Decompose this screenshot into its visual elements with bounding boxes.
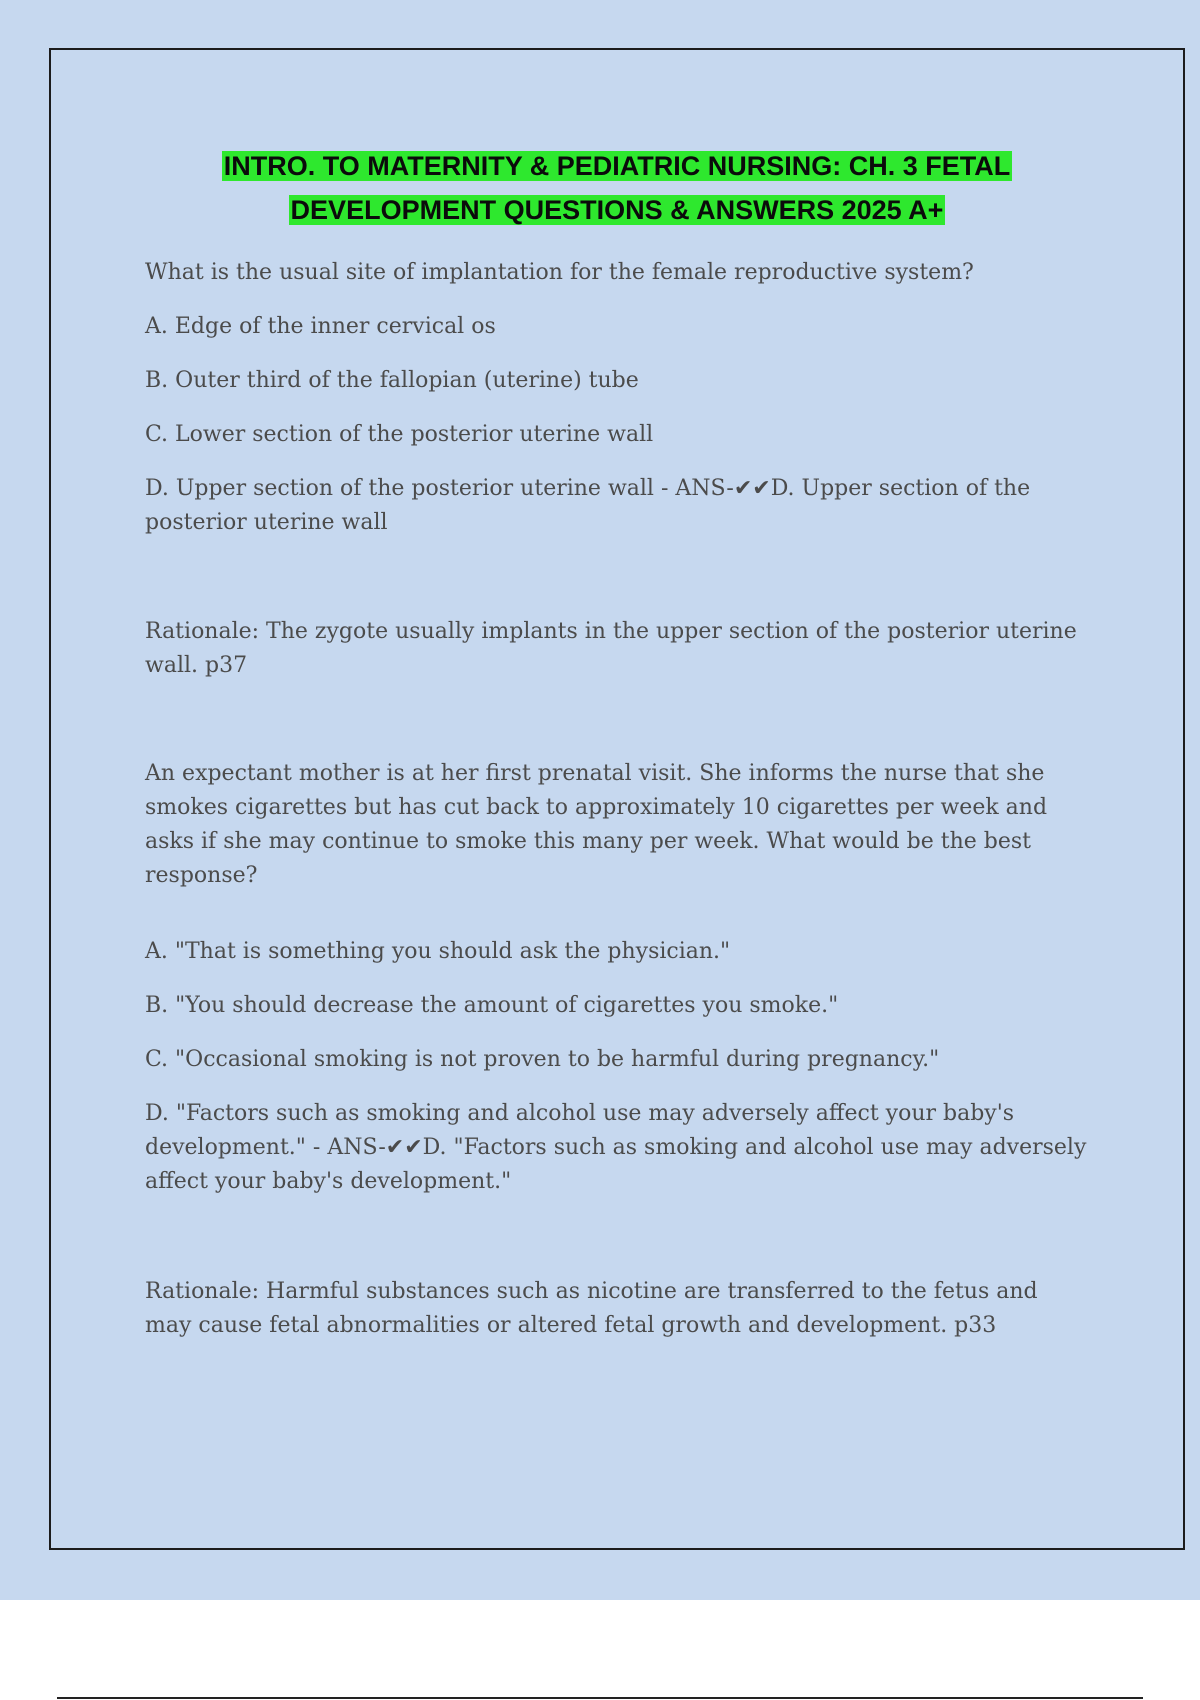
q1-option-c: C. Lower section of the posterior uterine wall [145,422,654,447]
q2-rationale: Rationale: Harmful substances such as nicotine are transferred to the fetus and may cause fetal abnormalities or altered fetal growth and development. p33 [145,1279,1038,1338]
q2-option-d-answer: D. "Factors such as smoking and alcohol use may adversely affect your baby's development." - ANS-✔✔D. "Factors such as smoking and alcohol use may adversely affect your baby's development." [145,1101,1087,1194]
q2-option-c: C. "Occasional smoking is not proven to be harmful during pregnancy." [145,1047,940,1072]
q1-rationale: Rationale: The zygote usually implants in the upper section of the posterior uterine wall. p37 [145,619,1077,678]
q1-option-a: A. Edge of the inner cervical os [145,314,496,339]
q2-option-a: A. "That is something you should ask the physician." [145,939,731,964]
q2-question: An expectant mother is at her first prenatal visit. She informs the nurse that she smokes cigarettes but has cut back to approximately 10 cigarettes per week and asks if she may continue to smoke this many per week. What would be the best response? [145,761,1048,888]
q1-option-d-answer: D. Upper section of the posterior uterine wall - ANS-✔✔D. Upper section of the posterior uterine wall [145,476,1031,535]
document-title [0,144,1200,232]
q1-option-b: B. Outer third of the fallopian (uterine) tube [145,368,639,393]
title-line-1: INTRO. TO MATERNITY & PEDIATRIC NURSING: CH. 3 FETAL [223,151,1011,181]
footer-rule [57,1697,1143,1699]
q1-question: What is the usual site of implantation for the female reproductive system? [145,260,974,285]
q2-option-b: B. "You should decrease the amount of cigarettes you smoke." [145,993,839,1018]
title-line-2: DEVELOPMENT QUESTIONS & ANSWERS 2025 A+ [290,195,944,225]
